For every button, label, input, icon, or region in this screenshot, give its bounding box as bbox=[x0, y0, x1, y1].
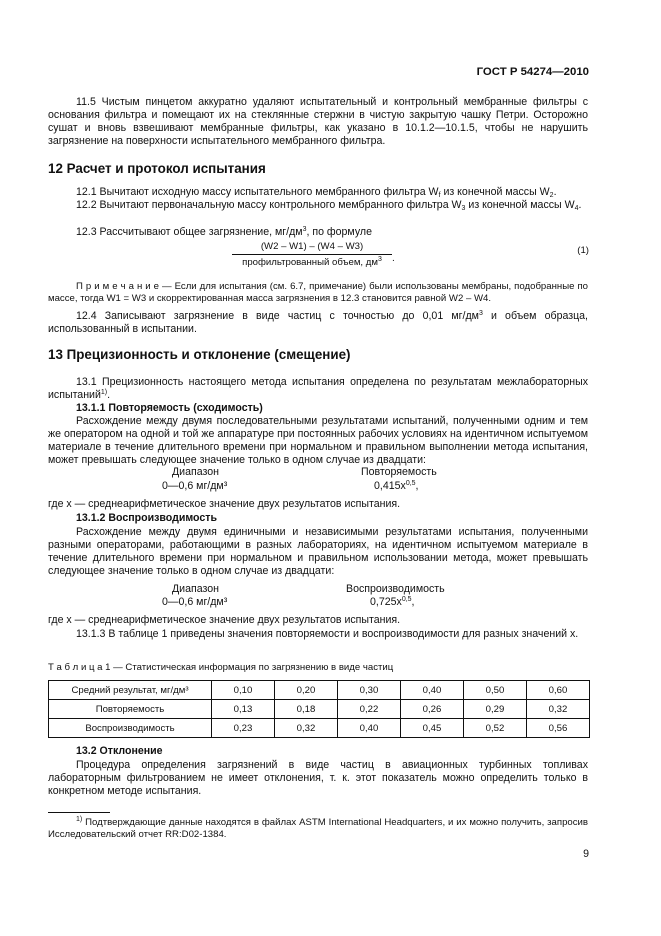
table-cell: 0,18 bbox=[275, 700, 338, 719]
heading-13-2: 13.2 Отклонение bbox=[76, 745, 163, 757]
repeatability-value: $0,415x^{0,5}$, bbox=[374, 480, 419, 492]
reproducibility-label: Воспроизводимость bbox=[346, 583, 445, 595]
table-row-label: Средний результат, мг/дм³ bbox=[49, 681, 212, 700]
table-cell: 0,40 bbox=[338, 719, 401, 738]
table-cell: 0,23 bbox=[212, 719, 275, 738]
footnote-separator bbox=[48, 812, 110, 813]
table-cell: 0,26 bbox=[401, 700, 464, 719]
table-cell: 0,45 bbox=[401, 719, 464, 738]
table-cell: 0,22 bbox=[338, 700, 401, 719]
paragraph-13-2: Процедура определения загрязнений в виде частиц в авиационных турбинных топливах лабораторным фильтрованием не имеет отклонения, т. к. этот показатель можно определить только в конкретном методе испытания. bbox=[48, 759, 588, 797]
table-cell: 0,60 bbox=[527, 681, 590, 700]
formula-1 bbox=[232, 241, 392, 268]
heading-13-1-2: 13.1.2 Воспроизводимость bbox=[76, 512, 217, 524]
reproducibility-where: где x — среднеарифметическое значение двух результатов испытания. bbox=[48, 614, 401, 626]
table-cell: 0,52 bbox=[464, 719, 527, 738]
paragraph-12-2: 12.2 Вычитают первоначальную массу контрольного мембранного фильтра $W_3$ из конечной массы $W_4$. bbox=[76, 199, 582, 212]
paragraph-13-1-3: 13.1.3 В таблице 1 приведены значения повторяемости и воспроизводимости для разных значений x. bbox=[76, 628, 579, 640]
formula-denominator: профильтрованный объем, $дм^3$ bbox=[242, 256, 382, 268]
table-row bbox=[49, 719, 590, 738]
reproducibility-range-label: Диапазон bbox=[172, 583, 219, 595]
repeatability-label: Повторяемость bbox=[361, 466, 437, 478]
table-cell: 0,13 bbox=[212, 700, 275, 719]
reproducibility-range-value: 0—0,6 мг/дм³ bbox=[162, 596, 228, 608]
table-cell: 0,29 bbox=[464, 700, 527, 719]
reproducibility-value: $0,725x^{0,5}$, bbox=[370, 596, 415, 608]
table-1 bbox=[48, 680, 590, 738]
formula-numerator: (W2 – W1) – (W4 – W3) bbox=[232, 241, 392, 255]
paragraph-12-1: 12.1 Вычитают исходную массу испытательного мембранного фильтра $W_f$ из конечной массы $W_2$. bbox=[76, 186, 557, 199]
table-cell: 0,56 bbox=[527, 719, 590, 738]
repeatability-range-label: Диапазон bbox=[172, 466, 219, 478]
page-number: 9 bbox=[583, 848, 589, 860]
formula-tail: . bbox=[392, 253, 395, 264]
paragraph-13-1-2: Расхождение между двумя единичными и независимыми результатами испытания, полученными разными операторами, работающими в разных лабораториях, на идентичном испытуемом материале в течение длительного времени при нормальном и правильном использовании метода, может превышать следующее значение только в одном случае из двадцати: bbox=[48, 526, 588, 577]
table-row-label: Повторяемость bbox=[49, 700, 212, 719]
document-number: ГОСТ Р 54274—2010 bbox=[476, 66, 589, 78]
table-row bbox=[49, 681, 590, 700]
footnote: $^{1)}$ Подтверждающие данные находятся в файлах ASTM International Headquarters, и их можно получить, запросив Исследовательский отчет RR:D02-1384. bbox=[48, 816, 588, 840]
repeatability-where: где x — среднеарифметическое значение двух результатов испытания. bbox=[48, 498, 401, 510]
table-row-label: Воспроизводимость bbox=[49, 719, 212, 738]
table-1-caption: Т а б л и ц а 1 — Статистическая информация по загрязнению в виде частиц bbox=[48, 662, 394, 673]
table-cell: 0,10 bbox=[212, 681, 275, 700]
paragraph-11-5: 11.5 Чистым пинцетом аккуратно удаляют испытательный и контрольный мембранные фильтры с основания фильтра и помещают их на стеклянные стержни в чистую закрытую чашку Петри. Осторожно сушат и вновь взвешивают мембранные фильтры, как указано в 10.1.2—10.1.5, чтобы не нарушить загрязнение на поверхности испытательного мембранного фильтра. bbox=[48, 96, 588, 147]
table-cell: 0,32 bbox=[275, 719, 338, 738]
formula-number: (1) bbox=[577, 245, 589, 256]
table-cell: 0,32 bbox=[527, 700, 590, 719]
section-12-heading: 12 Расчет и протокол испытания bbox=[48, 161, 266, 176]
table-cell: 0,20 bbox=[275, 681, 338, 700]
paragraph-13-1: 13.1 Прецизионность настоящего метода испытания определена по результатам межлабораторных испытаний$^{1)}$. bbox=[48, 376, 588, 401]
paragraph-13-1-1: Расхождение между двумя последовательными результатами испытаний, полученными одним и тем же оператором на одной и той же аппаратуре при постоянных рабочих условиях на идентичном испытуемом материале в течение длительного времени при нормальном и правильном выполнении метода испытания, может превышать следующее значение только в одном случае из двадцати: bbox=[48, 415, 588, 466]
table-cell: 0,50 bbox=[464, 681, 527, 700]
section-13-heading: 13 Прецизионность и отклонение (смещение) bbox=[48, 347, 351, 362]
note-12: П р и м е ч а н и е — Если для испытания (см. 6.7, примечание) были использованы мембраны, подобранные по массе, тогда W1 = W3 и скорректированная масса загрязнения в 12.3 становится равной W2 – W4. bbox=[48, 281, 588, 304]
repeatability-range-value: 0—0,6 мг/дм³ bbox=[162, 480, 228, 492]
table-cell: 0,30 bbox=[338, 681, 401, 700]
paragraph-12-4: 12.4 Записывают загрязнение в виде частиц с точностью до 0,01 $мг/дм^3$ и объем образца, использованный в испытании. bbox=[48, 310, 588, 335]
table-row bbox=[49, 700, 590, 719]
heading-13-1-1: 13.1.1 Повторяемость (сходимость) bbox=[76, 402, 263, 414]
table-cell: 0,40 bbox=[401, 681, 464, 700]
paragraph-12-3: 12.3 Рассчитывают общее загрязнение, $мг/дм^3$, по формуле bbox=[76, 226, 372, 238]
